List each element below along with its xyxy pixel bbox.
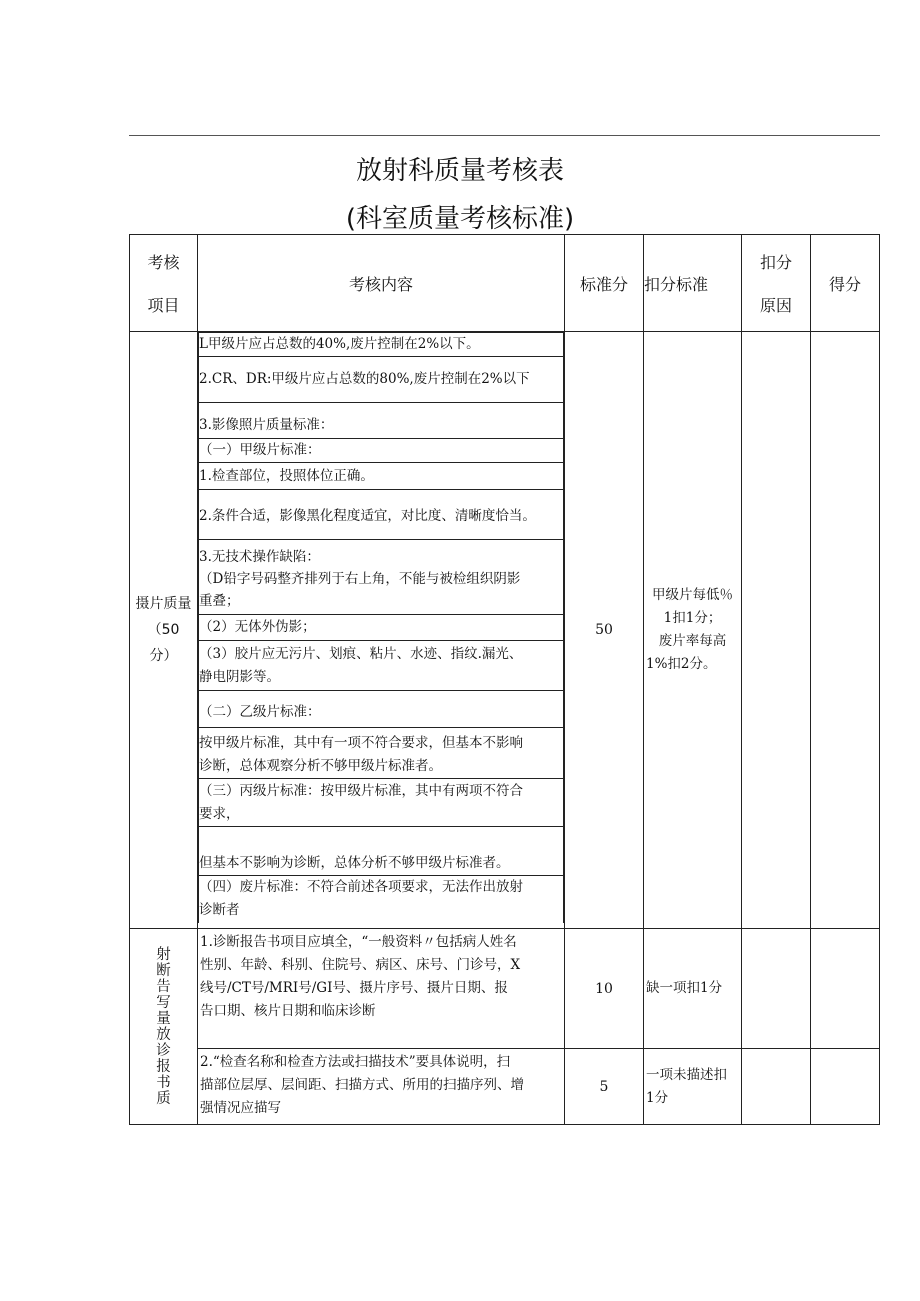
category-line: （50 <box>147 622 180 638</box>
criterion-text: 1.检查部位，投照体位正确。 <box>199 467 374 484</box>
deduction-line: 缺一项扣1分 <box>646 980 723 996</box>
criterion-text: （2）无体外伪影； <box>199 619 316 635</box>
item-line: 描部位层厚、层间距、扫描方式、所用的扫描序列、增 <box>200 1077 524 1093</box>
report-item-2-score-cell <box>811 1049 880 1125</box>
report-item-2-text <box>198 1049 565 1125</box>
assessment-table <box>129 234 880 1125</box>
report-item-1-score-cell <box>811 929 880 1049</box>
header-score: 得分 <box>811 235 880 332</box>
deduction-line: 1分 <box>646 1089 669 1106</box>
header-content: 考核内容 <box>198 235 565 332</box>
category-char: 射 <box>156 947 171 963</box>
film-quality-standard-score: 50 <box>565 332 644 929</box>
criterion-text: 诊断者 <box>199 902 240 919</box>
criterion-row <box>199 333 564 357</box>
header-reason-line2: 原因 <box>759 296 792 315</box>
report-item-1-score: 10 <box>565 929 644 1049</box>
criterion-row <box>199 691 564 728</box>
criterion-text: 2.条件合适，影像黑化程度适宜，对比度、清晰度恰当。 <box>199 508 536 524</box>
criterion-text: 诊断，总体观察分析不够甲级片标准者。 <box>199 757 442 774</box>
film-quality-criteria <box>198 332 564 923</box>
criterion-row <box>199 463 564 490</box>
criterion-text: 按甲级片标准，其中有一项不符合要求，但基本不影响 <box>199 734 523 751</box>
item-line: 性别、年龄、科别、住院号、病区、床号、门诊号，X <box>200 957 521 973</box>
criterion-text: 3.无技术操作缺陷： <box>199 549 320 565</box>
criterion-row <box>199 728 564 779</box>
criterion-row <box>199 876 564 923</box>
criterion-text: （D铅字号码整齐排列于右上角，不能与被检组织阴影 <box>199 571 521 587</box>
category-char: 报 <box>156 1059 171 1075</box>
criterion-row <box>199 779 564 827</box>
criterion-row <box>199 641 564 691</box>
category-char: 量 <box>156 1011 171 1027</box>
criterion-text: 静电阴影等。 <box>199 668 280 685</box>
report-item-1-deduction <box>644 929 742 1049</box>
report-item-1-reason <box>742 929 811 1049</box>
page-subtitle: (科室质量考核标准) <box>345 204 575 234</box>
criterion-row <box>199 540 564 615</box>
film-quality-score <box>811 332 880 929</box>
deduction-line: 甲级片每低％ <box>652 587 733 603</box>
category-char: 放 <box>156 1027 171 1043</box>
criterion-row <box>199 827 564 876</box>
item-line: 强情况应描写 <box>200 1100 281 1116</box>
header-item-line1: 考核 <box>147 253 180 272</box>
criterion-row <box>199 490 564 540</box>
report-item-2-score: 5 <box>565 1049 644 1125</box>
film-quality-category <box>130 332 198 929</box>
header-deduction-standard: 扣分标准 <box>644 235 742 332</box>
criterion-text: L甲级片应占总数的40%,废片控制在2%以下。 <box>199 336 480 352</box>
criterion-row <box>199 403 564 439</box>
category-char: 质 <box>156 1091 171 1107</box>
header-item <box>130 235 198 332</box>
criterion-text: 重叠； <box>199 593 240 609</box>
report-item-2-deduction <box>644 1049 742 1125</box>
report-item-2-row <box>130 1049 880 1125</box>
criterion-row <box>199 439 564 463</box>
category-char: 诊 <box>156 1043 171 1059</box>
criterion-text: （四）废片标准：不符合前述各项要求，无法作出放射 <box>199 879 523 896</box>
report-quality-category <box>130 929 198 1125</box>
top-rule <box>129 135 880 136</box>
item-line: 告口期、核片日期和临床诊断 <box>200 1003 376 1019</box>
criterion-text: （三）丙级片标准：按甲级片标准，其中有两项不符合 <box>199 782 523 799</box>
criterion-text: 2.CR、DR:甲级片应占总数的80%,废片控制在2%以下 <box>199 371 530 387</box>
report-item-2-reason <box>742 1049 811 1125</box>
category-line: 摄片质量 <box>135 596 192 612</box>
criterion-text: 但基本不影响为诊断，总体分析不够甲级片标准者。 <box>199 855 510 871</box>
header-row <box>130 235 880 332</box>
criterion-row <box>199 615 564 641</box>
header-deduction-reason <box>742 235 811 332</box>
report-item-1-text <box>198 929 565 1049</box>
category-char: 告 <box>156 979 171 995</box>
criterion-text: 要求， <box>199 805 240 822</box>
header-item-line2: 项目 <box>147 296 180 315</box>
category-line: 分） <box>149 648 178 664</box>
film-quality-content <box>198 332 565 929</box>
page-title: 放射科质量考核表 <box>355 156 564 186</box>
category-char: 书 <box>156 1075 171 1091</box>
deduction-line: 1扣1分； <box>663 610 722 626</box>
item-line: 1.诊断报告书项目应填全，“一般资料〃包括病人姓名 <box>200 934 517 950</box>
section-film-quality <box>130 332 880 929</box>
header-reason-line1: 扣分 <box>759 253 792 272</box>
criterion-row <box>199 357 564 403</box>
item-line: 线号/CT号/MRI号/GI号、摄片序号、摄片日期、报 <box>200 980 508 996</box>
category-char: 写 <box>156 995 171 1011</box>
section-report-quality <box>130 929 880 1049</box>
criterion-text: 3.影像照片质量标准： <box>199 417 334 433</box>
criterion-text: （二）乙级片标准： <box>199 703 321 720</box>
item-line: 2.“检查名称和检查方法或扫描技术”要具体说明，扫 <box>200 1054 511 1070</box>
criterion-text: （一）甲级片标准： <box>199 442 321 458</box>
deduction-line: 废片率每高 <box>658 633 727 649</box>
header-standard-score: 标准分 <box>565 235 644 332</box>
category-char: 断 <box>156 963 171 979</box>
criterion-text: （3）胶片应无污片、划痕、粘片、水迹、指纹.漏光、 <box>199 645 523 662</box>
deduction-line: 1%扣2分。 <box>646 656 717 672</box>
deduction-line: 一项未描述扣 <box>646 1066 727 1083</box>
film-quality-reason <box>742 332 811 929</box>
film-quality-deduction <box>644 332 742 929</box>
